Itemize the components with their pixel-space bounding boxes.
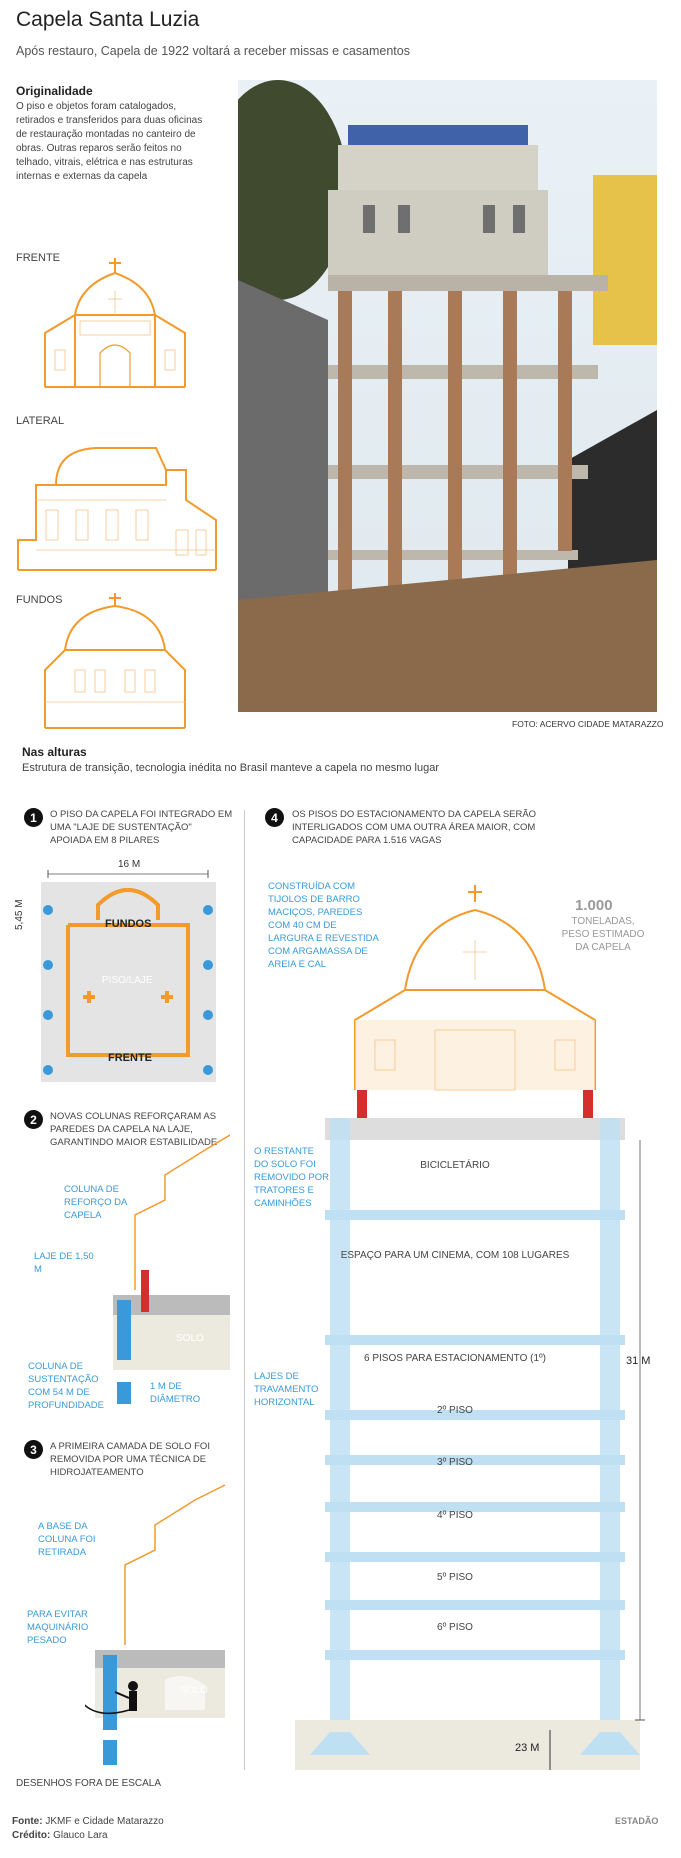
front-elevation-drawing [40, 255, 190, 390]
step-3-evitar: PARA EVITAR MAQUINÁRIO PESADO [27, 1609, 89, 1646]
weight-label: TONELADAS, PESO ESTIMADO DA CAPELA [561, 916, 645, 953]
section-subheading: Estrutura de transição, tecnologia inédita no Brasil manteve a capela no mesmo lugar [22, 762, 440, 774]
credito-line [12, 1830, 108, 1841]
floor-label-8: 6º PISO [437, 1622, 473, 1633]
chapel-photo [238, 80, 657, 712]
credito-value: Glauco Lara [53, 1830, 108, 1841]
step-2-coluna-reforco: COLUNA DE REFORÇO DA CAPELA [64, 1184, 127, 1221]
step-2-laje: LAJE DE 1,50 M [34, 1251, 94, 1275]
step-3-drawing [85, 1470, 230, 1770]
step-2-diametro: 1 M DE DIÂMETRO [150, 1381, 201, 1405]
step-1-fundos: FUNDOS [105, 918, 152, 930]
fonte-value: JKMF e Cidade Matarazzo [45, 1816, 164, 1827]
step-3-base: A BASE DA COLUNA FOI RETIRADA [38, 1521, 96, 1558]
fonte-line [12, 1816, 164, 1827]
step-3-badge: 3 [24, 1440, 43, 1459]
step-4-solo: SOLO [446, 1683, 477, 1695]
photo-credit: FOTO: ACERVO CIDADE MATARAZZO [512, 719, 664, 729]
step-2-badge: 2 [24, 1110, 43, 1129]
step-4-text: OS PISOS DO ESTACIONAMENTO DA CAPELA SERÃO INTERLIGADOS COM UMA OUTRA ÁREA MAIOR, COM CAPACIDADE PARA 1.516 VAGAS [292, 809, 537, 846]
scale-note: DESENHOS FORA DE ESCALA [16, 1778, 162, 1789]
depth-label: 23 M [515, 1742, 540, 1754]
step-2-solo: SOLO [176, 1333, 204, 1344]
height-label: 31 M [626, 1355, 651, 1367]
back-elevation-drawing [40, 590, 190, 730]
step-1-frente: FRENTE [108, 1052, 152, 1064]
side-elevation-drawing [16, 440, 221, 575]
weight-value: 1.000 [575, 897, 613, 914]
step-2-drawing [105, 1120, 230, 1370]
step-4-badge: 4 [265, 808, 284, 827]
step-1-laje: PISO/LAJE [102, 975, 153, 986]
page-title: Capela Santa Luzia [16, 8, 200, 31]
step-1-width: 16 M [118, 859, 141, 870]
floor-label-3: 6 PISOS PARA ESTACIONAMENTO (1º) [363, 1353, 547, 1364]
floor-label-7: 5º PISO [437, 1572, 473, 1583]
floor-label-2: ESPAÇO PARA UM CINEMA, COM 108 LUGARES [340, 1250, 570, 1261]
view-front-label: FRENTE [16, 252, 60, 264]
page-subtitle: Após restauro, Capela de 1922 voltará a receber missas e casamentos [16, 44, 410, 58]
step-4-lajes: LAJES DE TRAVAMENTO HORIZONTAL [254, 1371, 319, 1408]
originalidade-text: O piso e objetos foram catalogados, retirados e transferidos para duas oficinas de restauração montadas no canteiro de obras. Outras reparos serão feitos no telhado, vitrais, elétrica e nas estruturas internas e externas da capela [16, 101, 203, 182]
fonte-label: Fonte: [12, 1816, 43, 1827]
originalidade-heading: Originalidade [16, 84, 93, 98]
floor-label-6: 4º PISO [437, 1510, 473, 1521]
floor-label-4: 2º PISO [437, 1405, 473, 1416]
view-side-label: LATERAL [16, 415, 65, 427]
credito-label: Crédito: [12, 1830, 51, 1841]
floor-label-1: BICICLETÁRIO [420, 1160, 490, 1171]
step-3-solo: SOLO [180, 1685, 208, 1696]
floor-label-5: 3º PISO [437, 1457, 473, 1468]
step-4-construida: CONSTRUÍDA COM TIJOLOS DE BARRO MACIÇOS, PAREDES COM 40 CM DE LARGURA E REVESTIDA COM ARGAMASSA DE AREIA E CAL [268, 881, 379, 970]
section-heading: Nas alturas [22, 745, 87, 759]
step-3-text: A PRIMEIRA CAMADA DE SOLO FOI REMOVIDA POR UMA TÉCNICA DE HIDROJATEAMENTO [50, 1441, 210, 1478]
view-back-label: FUNDOS [16, 594, 63, 606]
step-1-text: O PISO DA CAPELA FOI INTEGRADO EM UMA "LAJE DE SUSTENTAÇÃO" APOIADA EM 8 PILARES [50, 809, 233, 846]
step-2-coluna-sustentacao: COLUNA DE SUSTENTAÇÃO COM 54 M DE PROFUNDIDADE [28, 1361, 105, 1411]
brand-logo: ESTADÃO [615, 1816, 659, 1826]
step-2-text: NOVAS COLUNAS REFORÇARAM AS PAREDES DA CAPELA NA LAJE, GARANTINDO MAIOR ESTABILIDADE [50, 1111, 218, 1148]
step-1-depth: 5,45 M [14, 899, 25, 930]
parking-section-drawing [285, 880, 645, 1770]
diameter-swatch [117, 1382, 131, 1404]
step-1-badge: 1 [24, 808, 43, 827]
step-4-restante: O RESTANTE DO SOLO FOI REMOVIDO POR TRATORES E CAMINHÕES [254, 1146, 329, 1209]
column-divider [244, 810, 245, 1770]
